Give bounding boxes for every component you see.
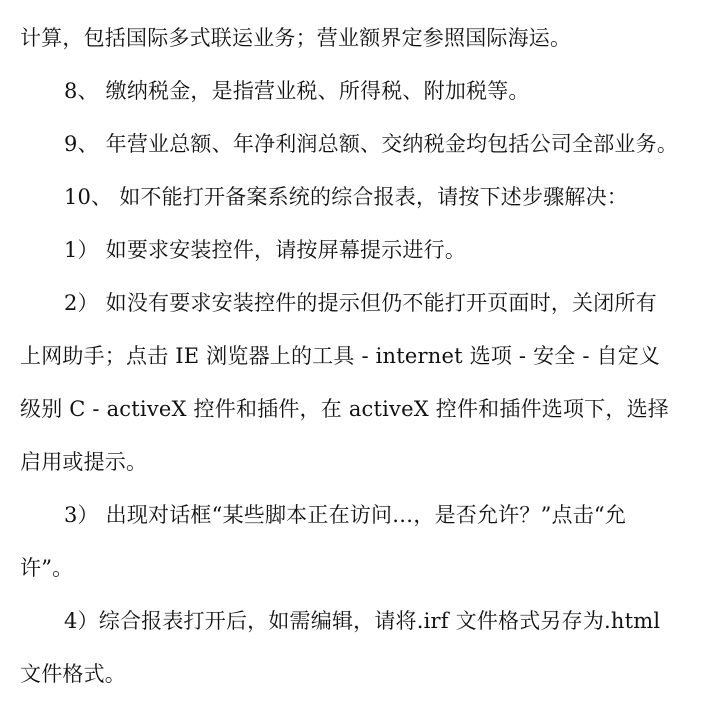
paragraph-line-2: 8、 缴纳税金，是指营业税、所得税、附加税等。: [64, 79, 530, 103]
paragraph-line-11: 许”。: [20, 556, 74, 580]
paragraph-line-1: 计算，包括国际多式联运业务；营业额界定参照国际海运。: [20, 26, 572, 50]
paragraph-line-4: 10、 如不能打开备案系统的综合报表，请按下述步骤解决：: [64, 185, 628, 209]
paragraph-line-9: 启用或提示。: [20, 450, 148, 474]
paragraph-line-6: 2） 如没有要求安装控件的提示但仍不能打开页面时，关闭所有: [64, 291, 657, 315]
paragraph-line-13: 文件格式。: [20, 662, 126, 686]
paragraph-line-10: 3） 出现对话框“某些脚本正在访问…，是否允许？”点击“允: [64, 503, 627, 527]
paragraph-line-5: 1） 如要求安装控件，请按屏幕提示进行。: [64, 238, 467, 262]
paragraph-line-8: 级别 C - activeX 控件和插件，在 activeX 控件和插件选项下，选择: [20, 397, 669, 421]
paragraph-line-12: 4）综合报表打开后，如需编辑，请将.irf 文件格式另存为.html: [64, 609, 661, 633]
paragraph-line-3: 9、 年营业总额、年净利润总额、交纳税金均包括公司全部业务。: [64, 132, 679, 156]
paragraph-line-7: 上网助手；点击 IE 浏览器上的工具 - internet 选项 - 安全 - 自定义: [20, 344, 661, 368]
